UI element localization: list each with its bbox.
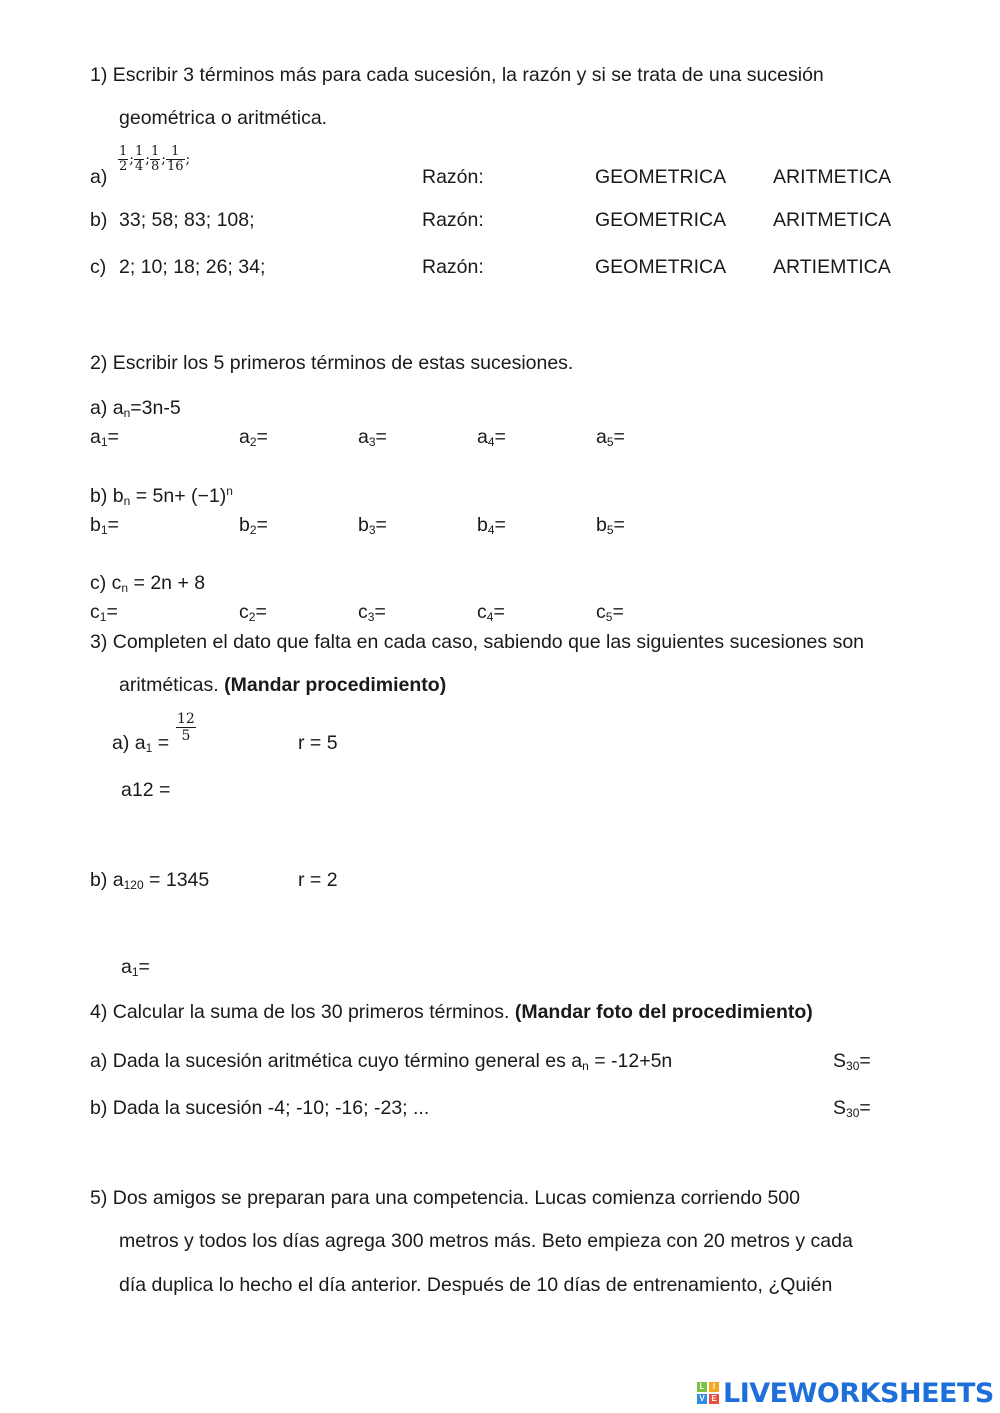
ex2-a4: $a_4=$ — [477, 426, 506, 449]
ex3-a-ratio: r = 5 — [298, 732, 338, 754]
ex1-row-a-label: a) — [90, 166, 108, 188]
liveworksheets-logo-icon: L I V E — [697, 1382, 719, 1404]
ex1-row-a-razon: Razón: — [422, 166, 484, 188]
ex1-row-c-sequence: 2; 10; 18; 26; 34; — [119, 256, 266, 278]
ex2-formula-c: c) $c_n = 2n + 8$ — [90, 572, 206, 595]
ex1-row-c-option-geometrica[interactable]: GEOMETRICA — [595, 256, 727, 278]
ex3-b-a1: $a_1=$ — [121, 956, 150, 979]
ex1-row-b-option-geometrica[interactable]: GEOMETRICA — [595, 209, 727, 231]
ex3-a12: a12 = — [121, 779, 171, 801]
ex2-c2: $c_2=$ — [239, 601, 267, 624]
ex2-title: 2) Escribir los 5 primeros términos de estas sucesiones. — [90, 352, 574, 374]
ex1-title-line2: geométrica o aritmética. — [119, 107, 328, 129]
ex1-row-b-sequence: 33; 58; 83; 108; — [119, 209, 255, 231]
ex1-row-c-razon: Razón: — [422, 256, 484, 278]
fraction-1-2: $\frac{1}{2}$ — [119, 144, 128, 174]
ex1-row-c-label: c) — [90, 256, 107, 278]
ex4-a-sum: $S_{30}=$ — [833, 1050, 871, 1073]
ex2-b5: $b_5=$ — [596, 514, 625, 537]
ex3-a-given: a) $a_1$ = — [112, 732, 170, 755]
ex2-c4: $c_4=$ — [477, 601, 505, 624]
ex2-b3: $b_3=$ — [358, 514, 387, 537]
fraction-1-16: $\frac{1}{16}$ — [167, 144, 184, 174]
ex2-c5: $c_5=$ — [596, 601, 624, 624]
ex5-line1: 5) Dos amigos se preparan para una competencia. Lucas comienza corriendo 500 — [90, 1187, 800, 1209]
ex4-b-sum: $S_{30}=$ — [833, 1097, 871, 1120]
ex3-b-ratio: r = 2 — [298, 869, 338, 891]
ex2-a1: $a_1=$ — [90, 426, 119, 449]
ex1-row-b-option-aritmetica[interactable]: ARITMETICA — [773, 209, 892, 231]
ex2-b4: $b_4=$ — [477, 514, 506, 537]
ex4-title: 4) Calcular la suma de los 30 primeros términos. (Mandar foto del procedimiento) — [90, 1001, 813, 1023]
ex3-title-line1: 3) Completen el dato que falta en cada caso, sabiendo que las siguientes sucesiones son — [90, 631, 865, 653]
ex1-title-line1: 1) Escribir 3 términos más para cada sucesión, la razón y si se trata de una sucesión — [90, 64, 824, 86]
fraction-1-8: $\frac{1}{8}$ — [151, 144, 160, 174]
ex1-row-a-sequence: $\frac{1}{2}$ ; $\frac{1}{4}$ ; $\frac{1}{8}$ ; $\frac{1}{16}$ ; — [119, 144, 191, 174]
ex1-row-c-option-aritmetica[interactable]: ARTIEMTICA — [773, 256, 891, 278]
ex5-line3: día duplica lo hecho el día anterior. Después de 10 días de entrenamiento, ¿Quién — [119, 1274, 833, 1296]
ex4-a-text: a) Dada la sucesión aritmética cuyo término general es $a_n = -12+5n$ — [90, 1050, 673, 1073]
ex2-c1: $c_1=$ — [90, 601, 118, 624]
ex5-line2: metros y todos los días agrega 300 metros más. Beto empieza con 20 metros y cada — [119, 1230, 853, 1252]
ex2-formula-b: b) $b_n = 5n+ (-1)^n$ — [90, 484, 233, 508]
ex2-b2: $b_2=$ — [239, 514, 268, 537]
ex2-c3: $c_3=$ — [358, 601, 386, 624]
ex4-b-text: b) Dada la sucesión -4; -10; -16; -23; ... — [90, 1097, 430, 1119]
ex2-formula-a: a) $a_n=3n-5$ — [90, 397, 181, 420]
fraction-1-4: $\frac{1}{4}$ — [135, 144, 144, 174]
ex3-b-given: b) $a_{120} = 1345$ — [90, 869, 210, 892]
ex3-a-fraction: $\frac{12}{5}$ — [177, 711, 195, 744]
ex1-row-b-label: b) — [90, 209, 108, 231]
ex2-a3: $a_3=$ — [358, 426, 387, 449]
ex1-row-a-option-geometrica[interactable]: GEOMETRICA — [595, 166, 727, 188]
ex2-b1: $b_1=$ — [90, 514, 119, 537]
ex2-a2: $a_2=$ — [239, 426, 268, 449]
ex1-row-a-option-aritmetica[interactable]: ARITMETICA — [773, 166, 892, 188]
ex2-a5: $a_5=$ — [596, 426, 625, 449]
liveworksheets-logo — [697, 1376, 994, 1410]
liveworksheets-logo-text: LIVEWORKSHEETS — [723, 1377, 994, 1409]
ex3-title-line2: aritméticas. (Mandar procedimiento) — [119, 674, 447, 696]
ex1-row-b-razon: Razón: — [422, 209, 484, 231]
